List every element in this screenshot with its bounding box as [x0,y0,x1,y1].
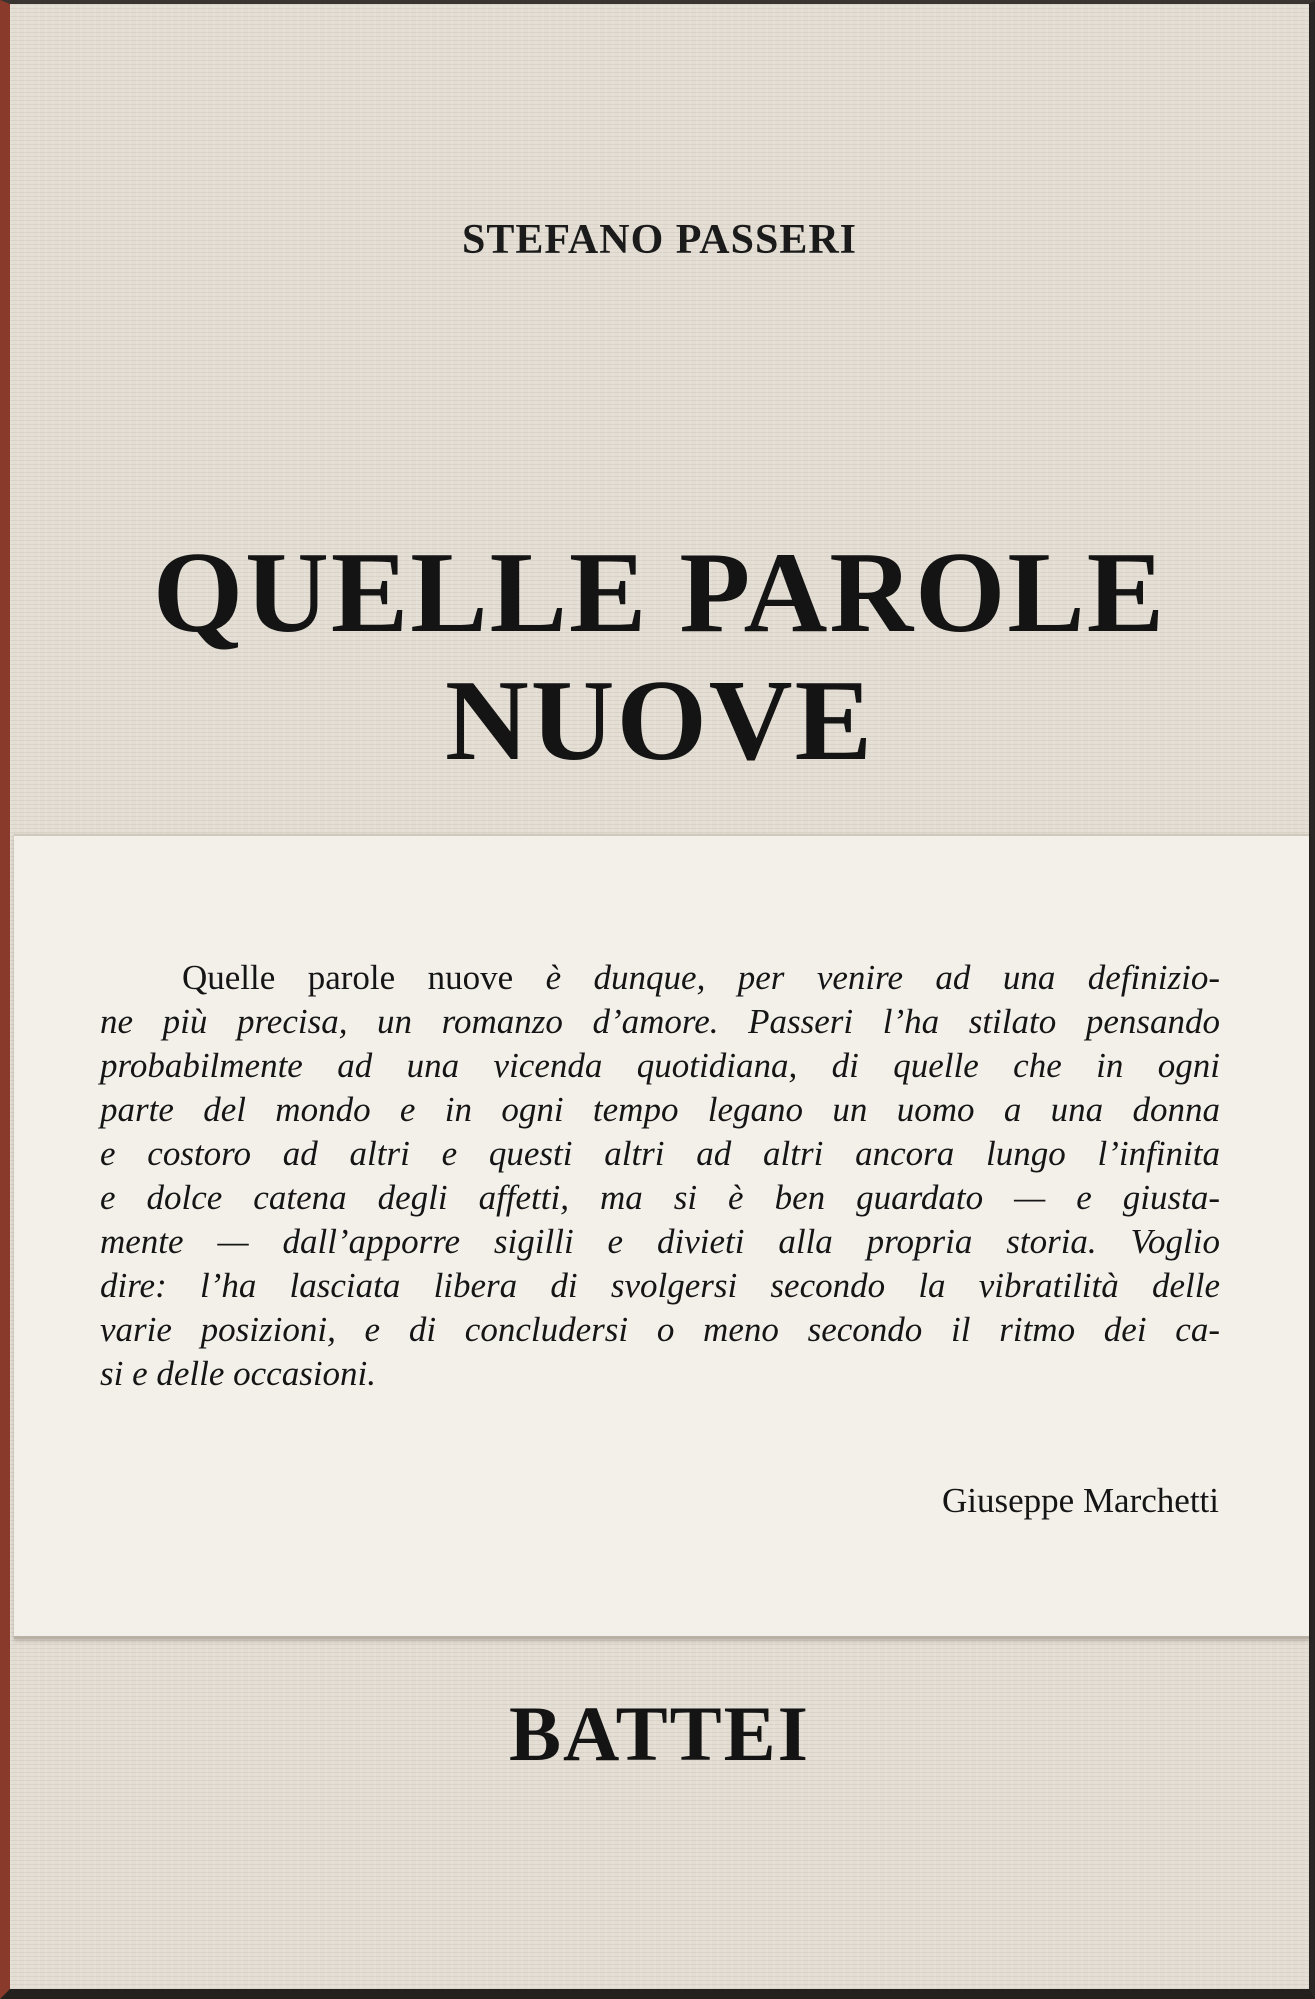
blurb-line [100,1264,1220,1308]
title-line-2: NUOVE [445,657,874,785]
blurb-line [100,1132,1220,1176]
blurb-line [100,1000,1220,1044]
blurb-italic: è dunque, per venire ad una definizio- [545,958,1220,997]
blurb-roman: Quelle parole nuove [182,958,546,997]
blurb-line [100,1088,1220,1132]
book-title [10,529,1309,785]
blurb-italic: dire: l’ha lasciata libera di svolgersi secondo la vibratilità delle [100,1266,1220,1305]
author-name: STEFANO PASSERI [461,217,858,263]
blurb-italic: varie posizioni, e di concludersi o meno secondo il ritmo dei ca- [100,1310,1220,1349]
blurb-text [100,956,1220,1396]
publisher-name: BATTEI [509,1690,810,1777]
blurb-signature: Giuseppe Marchetti [942,1481,1219,1520]
blurb-line [100,1220,1220,1264]
blurb-line [100,1176,1220,1220]
blurb-line [100,956,1220,1000]
blurb-line [100,1352,1220,1396]
blurb-italic: mente — dall’apporre sigilli e divieti alla propria storia. Voglio [100,1222,1220,1261]
blurb-italic: parte del mondo e in ogni tempo legano un uomo a una donna [100,1090,1220,1129]
blurb-italic: e dolce catena degli affetti, ma si è ben guardato — e giusta- [100,1178,1220,1217]
paper-band [14,834,1309,1639]
blurb-italic: ne più precisa, un romanzo d’amore. Passeri l’ha stilato pensando [100,1002,1220,1041]
blurb-line [100,1308,1220,1352]
blurb-italic: probabilmente ad una vicenda quotidiana, di quelle che in ogni [100,1046,1220,1085]
blurb-line [100,1044,1220,1088]
blurb-italic: e costoro ad altri e questi altri ad altri ancora lungo l’infinita [100,1134,1220,1173]
title-line-1: QUELLE PAROLE [152,529,1167,657]
blurb-italic: si e delle occasioni. [100,1354,377,1393]
